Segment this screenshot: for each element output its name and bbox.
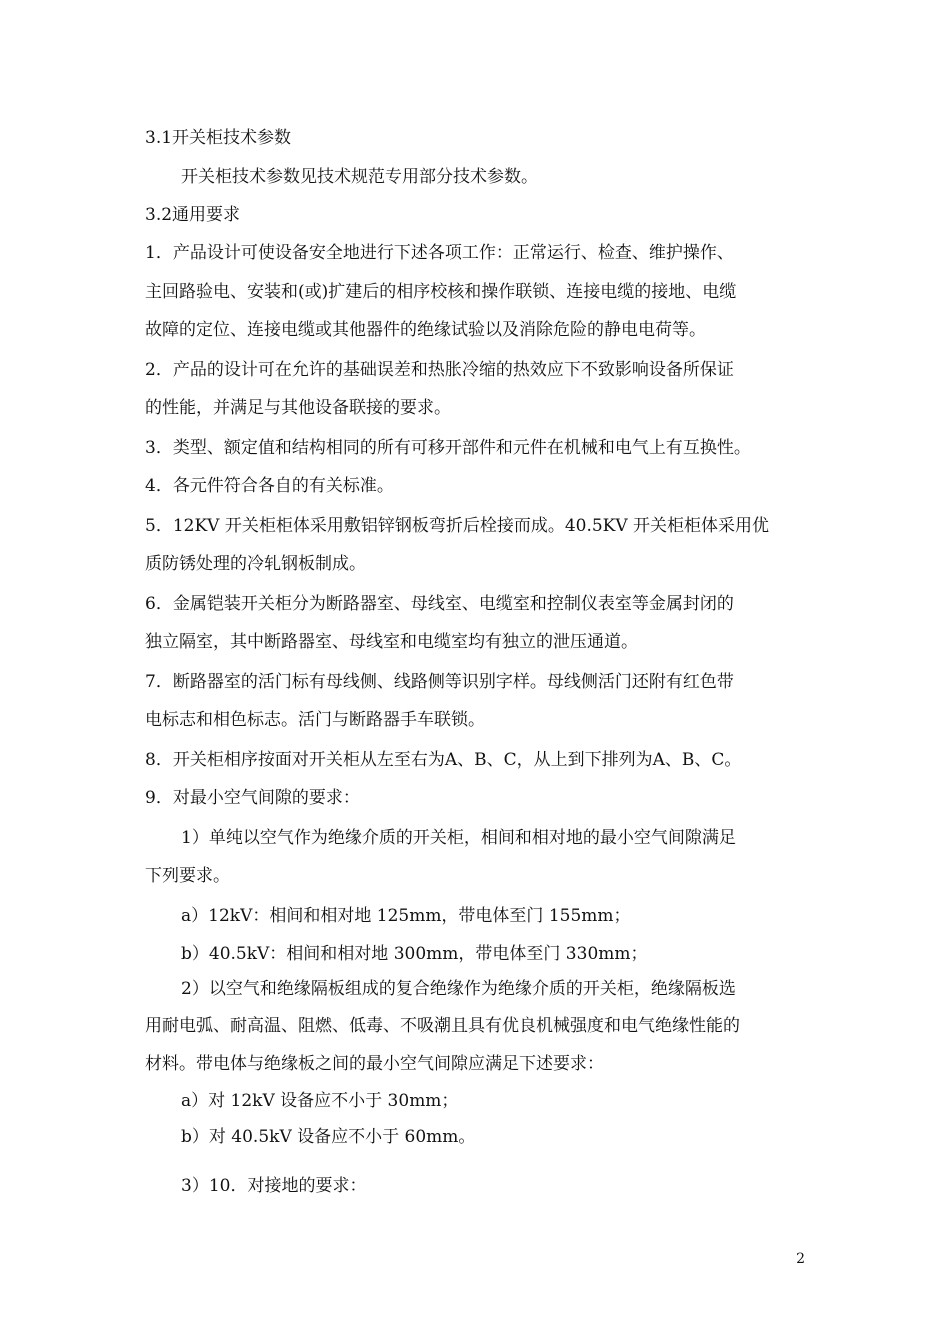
paragraph-line: 7．断路器室的活门标有母线侧、线路侧等识别字样。母线侧活门还附有红色带 [145, 672, 734, 692]
paragraph-line: a）对 12kV 设备应不小于 30mm； [181, 1091, 459, 1111]
paragraph-line: 2）以空气和绝缘隔板组成的复合绝缘作为绝缘介质的开关柜，绝缘隔板选 [181, 979, 736, 999]
section-heading-3-1: 3.1开关柜技术参数 [145, 128, 292, 148]
paragraph-line: 5．12KV 开关柜柜体采用敷铝锌钢板弯折后栓接而成。40.5KV 开关柜柜体采用优 [145, 516, 770, 536]
page-number: 2 [796, 1251, 805, 1267]
paragraph-line: 质防锈处理的冷轧钢板制成。 [145, 554, 366, 574]
paragraph-line: 材料。带电体与绝缘板之间的最小空气间隙应满足下述要求： [145, 1054, 604, 1074]
section-heading-3-2: 3.2通用要求 [145, 205, 241, 225]
paragraph-line: 3）10．对接地的要求： [181, 1176, 367, 1196]
paragraph-line: 3．类型、额定值和结构相同的所有可移开部件和元件在机械和电气上有互换性。 [145, 438, 751, 458]
paragraph-line: 8．开关柜相序按面对开关柜从左至右为A、B、C，从上到下排列为A、B、C。 [145, 750, 742, 770]
paragraph-line: 2．产品的设计可在允许的基础误差和热胀冷缩的热效应下不致影响设备所保证 [145, 360, 734, 380]
paragraph-line: 下列要求。 [145, 866, 230, 886]
paragraph-line: 故障的定位、连接电缆或其他器件的绝缘试验以及消除危险的静电电荷等。 [145, 320, 706, 340]
paragraph-line: 1．产品设计可使设备安全地进行下述各项工作：正常运行、检查、维护操作、 [145, 243, 734, 263]
paragraph-line: 9．对最小空气间隙的要求： [145, 788, 360, 808]
paragraph-line: 的性能，并满足与其他设备联接的要求。 [145, 398, 451, 418]
paragraph-line: 主回路验电、安装和(或)扩建后的相序校核和操作联锁、连接电缆的接地、电缆 [145, 282, 737, 302]
paragraph-line: b）40.5kV：相间和相对地 300mm，带电体至门 330mm； [181, 944, 648, 964]
paragraph-line: 6．金属铠装开关柜分为断路器室、母线室、电缆室和控制仪表室等金属封闭的 [145, 594, 734, 614]
paragraph-line: 1）单纯以空气作为绝缘介质的开关柜，相间和相对地的最小空气间隙满足 [181, 828, 736, 848]
paragraph-line: 独立隔室，其中断路器室、母线室和电缆室均有独立的泄压通道。 [145, 632, 638, 652]
paragraph-line: 开关柜技术参数见技术规范专用部分技术参数。 [181, 167, 538, 187]
paragraph-line: 4．各元件符合各自的有关标准。 [145, 476, 394, 496]
paragraph-line: a）12kV：相间和相对地 125mm，带电体至门 155mm； [181, 906, 631, 926]
paragraph-line: b）对 40.5kV 设备应不小于 60mm。 [181, 1127, 476, 1147]
paragraph-line: 用耐电弧、耐高温、阻燃、低毒、不吸潮且具有优良机械强度和电气绝缘性能的 [145, 1016, 740, 1036]
paragraph-line: 电标志和相色标志。活门与断路器手车联锁。 [145, 710, 485, 730]
